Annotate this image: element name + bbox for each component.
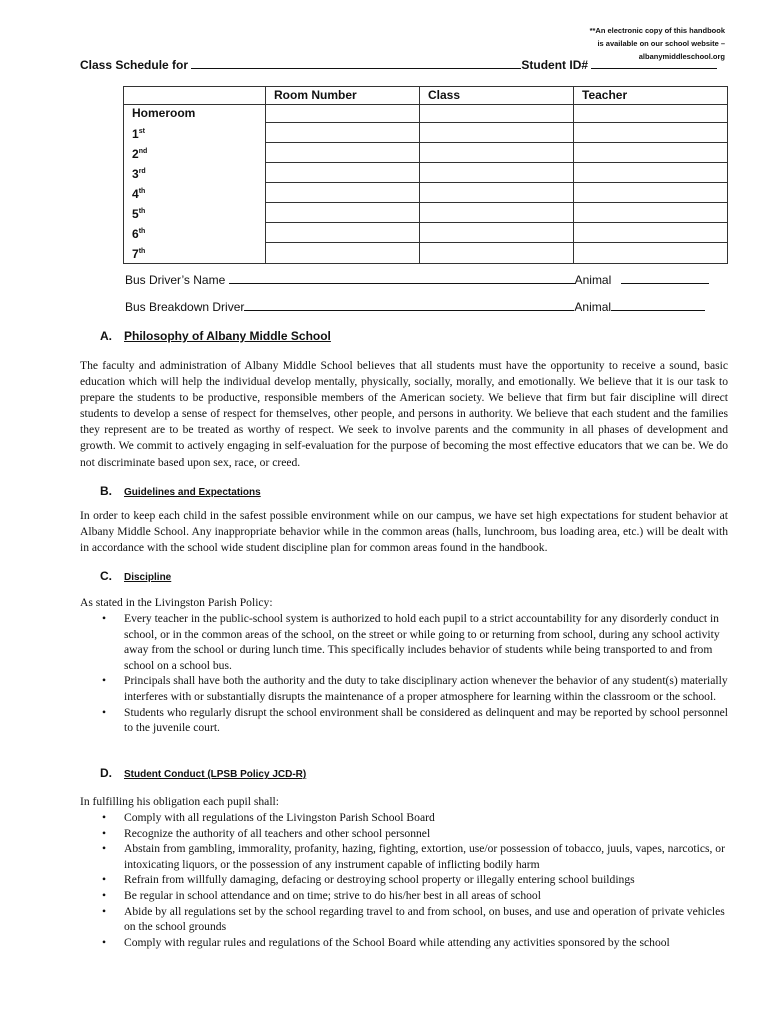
class-schedule-label: Class Schedule for: [80, 58, 189, 72]
period-label: 3rd: [124, 163, 266, 183]
table-cell[interactable]: [420, 123, 574, 143]
period-label: 6th: [124, 223, 266, 243]
section-letter: A.: [100, 329, 112, 343]
list-item: • Comply with all regulations of the Livingston Parish School Board: [80, 810, 730, 826]
section-d-intro: In fulfilling his obligation each pupil shall:: [80, 795, 279, 808]
table-cell[interactable]: [420, 203, 574, 223]
header-class: Class: [420, 87, 574, 105]
section-letter: B.: [100, 484, 112, 498]
header-cell-blank: [124, 87, 266, 105]
section-c-heading: [100, 569, 171, 583]
table-cell[interactable]: [266, 143, 420, 163]
bus-driver-line: [125, 273, 709, 287]
table-row: [124, 243, 728, 264]
section-title: Discipline: [124, 572, 172, 583]
table-cell[interactable]: [420, 105, 574, 123]
class-schedule-blank[interactable]: [191, 58, 521, 69]
header-room-number: Room Number: [266, 87, 420, 105]
table-cell[interactable]: [574, 163, 728, 183]
list-item: • Be regular in school attendance and on time; strive to do his/her best in all areas of school: [80, 888, 730, 904]
list-item: • Recognize the authority of all teachers and other school personnel: [80, 826, 730, 842]
section-b-heading: [100, 484, 261, 498]
section-title: Student Conduct (LPSB Policy JCD-R): [124, 769, 307, 780]
student-id-label: Student ID#: [521, 58, 589, 72]
note-line-2: is available on our school website –: [597, 39, 725, 48]
animal-label: Animal: [574, 273, 612, 287]
bus-breakdown-label: Bus Breakdown Driver: [125, 300, 245, 314]
list-item: • Every teacher in the public-school system is authorized to hold each pupil to a strict accountability for any disorderly conduct in school, or in the common areas of the school, on the street or while going to or returning from school, during any school activity away from the school or during lunch time. This specifically includes behavior of students while being transported to and from school on a school bus.: [80, 611, 730, 673]
student-id-blank[interactable]: [591, 58, 717, 69]
homeroom-label: Homeroom: [124, 105, 266, 123]
list-item: • Principals shall have both the authority and the duty to take disciplinary action whenever the behavior of any student(s) materially interferes with or substantially disrupts the maintenance of a proper atmosphere for learning within the classroom or the school.: [80, 673, 730, 704]
table-cell[interactable]: [266, 163, 420, 183]
table-row: [124, 143, 728, 163]
list-item: • Abstain from gambling, immorality, profanity, hazing, fighting, extortion, use/or possession of tobacco, juuls, vapes, narcotics, or intoxicating liquors, or the possession of any instrument capable of inflicting bodily harm: [80, 841, 730, 872]
table-cell[interactable]: [266, 223, 420, 243]
table-cell[interactable]: [574, 105, 728, 123]
section-c-list: [80, 611, 730, 736]
class-schedule-header: [80, 58, 717, 72]
period-label: 7th: [124, 243, 266, 264]
table-cell[interactable]: [266, 243, 420, 264]
section-a-heading: [100, 329, 331, 343]
animal-label: Animal: [574, 300, 612, 314]
table-cell[interactable]: [266, 203, 420, 223]
table-cell[interactable]: [574, 123, 728, 143]
note-line-3: albanymiddleschool.org: [638, 52, 725, 61]
table-cell[interactable]: [574, 223, 728, 243]
table-cell[interactable]: [266, 183, 420, 203]
header-teacher: Teacher: [574, 87, 728, 105]
table-row: [124, 203, 728, 223]
table-cell[interactable]: [574, 183, 728, 203]
table-row: [124, 105, 728, 123]
list-item: • Comply with regular rules and regulations of the School Board while attending any activities sponsored by the school: [80, 935, 730, 951]
table-cell[interactable]: [420, 243, 574, 264]
section-title: Guidelines and Expectations: [124, 487, 261, 498]
section-c-intro: As stated in the Livingston Parish Policy:: [80, 596, 273, 609]
table-row: [124, 123, 728, 143]
section-a-body: The faculty and administration of Albany Middle School believes that all students must have the opportunity to receive a sound, basic education which will help the individual develop mentally, physically, socially, morally, and emotionally. We believe that it is our task to prepare the students to be productive, responsible members of the American society. We believe that firm but fair discipline will direct students to develop a sense of respect for themselves, other people, and persons in authority. We believe that each student and the families they represent are to be treated as worthy of respect. We seek to involve parents and the community in all phases of development and growth. We commit to actively engaging in self-evaluation for the purpose of becoming the most effective educators that we can be. We do not discriminate based upon sex, race, or creed.: [80, 359, 728, 469]
period-label: 2nd: [124, 143, 266, 163]
animal-blank[interactable]: [621, 273, 709, 284]
period-label: 1st: [124, 123, 266, 143]
list-item: • Refrain from willfully damaging, defacing or destroying school property or illegally entering school buildings: [80, 872, 730, 888]
period-label: 4th: [124, 183, 266, 203]
section-b-body: In order to keep each child in the safest possible environment while on our campus, we have set high expectations for student behavior at Albany Middle School. Any inappropriate behavior while in the common areas (halls, lunchroom, bus loading area, etc.) will be dealt with in accordance with the school wide student discipline plan for common areas found in the handbook.: [80, 509, 728, 555]
table-cell[interactable]: [266, 105, 420, 123]
note-line-1: **An electronic copy of this handbook: [589, 26, 725, 35]
table-cell[interactable]: [420, 143, 574, 163]
bus-breakdown-line: [125, 300, 705, 314]
table-row: [124, 223, 728, 243]
schedule-table: [123, 86, 728, 264]
list-item: • Abide by all regulations set by the school regarding travel to and from school, on buses, and use and operation of private vehicles on the school grounds: [80, 904, 730, 935]
section-d-list: [80, 810, 730, 950]
table-cell[interactable]: [574, 243, 728, 264]
table-cell[interactable]: [420, 163, 574, 183]
section-d-heading: [100, 766, 306, 780]
animal-blank[interactable]: [611, 300, 705, 311]
table-header-row: [124, 87, 728, 105]
section-title: Philosophy of Albany Middle School: [124, 329, 331, 343]
table-cell[interactable]: [574, 143, 728, 163]
table-row: [124, 183, 728, 203]
bus-driver-label: Bus Driver’s Name: [125, 273, 226, 287]
section-letter: C.: [100, 569, 112, 583]
table-cell[interactable]: [574, 203, 728, 223]
bus-driver-blank[interactable]: [229, 273, 575, 284]
table-cell[interactable]: [420, 223, 574, 243]
period-label: 5th: [124, 203, 266, 223]
section-letter: D.: [100, 766, 112, 780]
table-cell[interactable]: [266, 123, 420, 143]
table-row: [124, 163, 728, 183]
list-item: • Students who regularly disrupt the school environment shall be considered as delinquent and may be reported by school personnel to the juvenile court.: [80, 705, 730, 736]
bus-breakdown-blank[interactable]: [244, 300, 574, 311]
table-cell[interactable]: [420, 183, 574, 203]
